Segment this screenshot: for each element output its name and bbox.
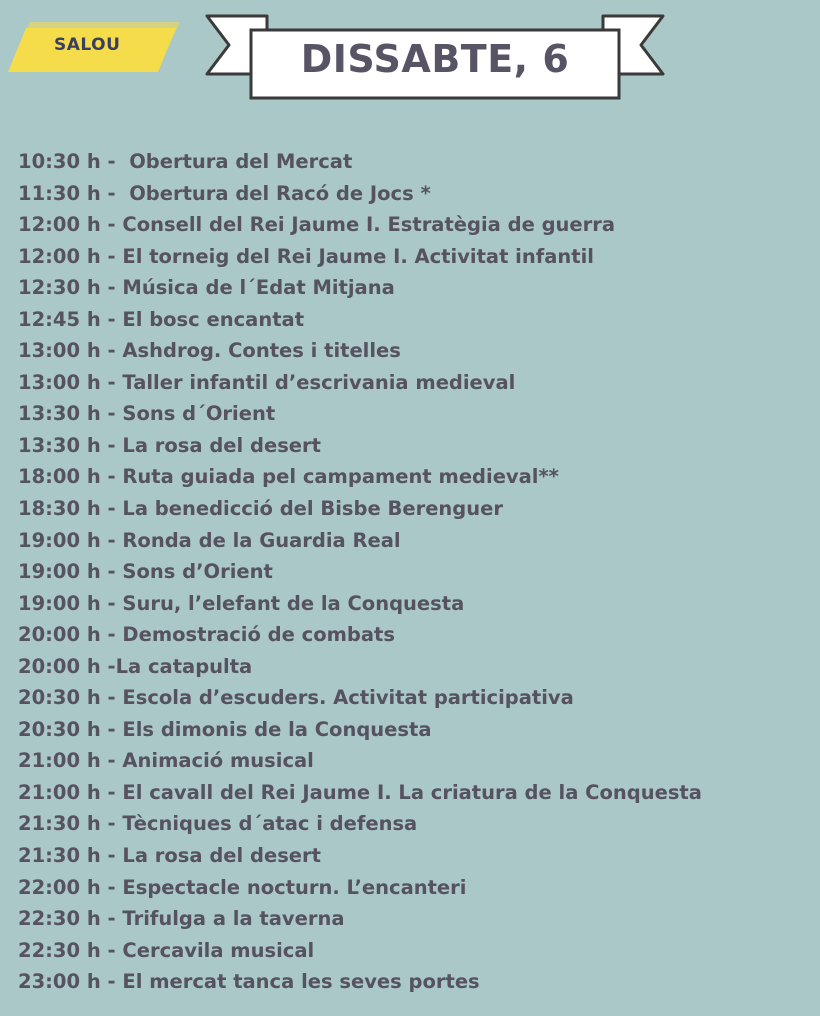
schedule-item: 13:30 h - La rosa del desert	[18, 433, 321, 457]
schedule-item: 12:30 h - Música de l´Edat Mitjana	[18, 276, 395, 300]
day-banner	[205, 12, 665, 104]
schedule-item: 19:00 h - Suru, l’elefant de la Conquesta	[18, 591, 465, 615]
schedule-item: 12:00 h - Consell del Rei Jaume I. Estratègia de guerra	[18, 213, 616, 237]
schedule-item: 21:30 h - La rosa del desert	[18, 844, 321, 868]
schedule-item: 20:00 h -La catapulta	[18, 654, 253, 678]
schedule-item: 19:00 h - Ronda de la Guardia Real	[18, 528, 401, 552]
schedule-item: 13:00 h - Taller infantil d’escrivania medieval	[18, 370, 516, 394]
schedule-item: 18:00 h - Ruta guiada pel campament medieval**	[18, 465, 559, 489]
schedule-item: 22:00 h - Espectacle nocturn. L’encanteri	[18, 875, 467, 899]
schedule-item: 21:30 h - Tècniques d´atac i defensa	[18, 812, 418, 836]
schedule-item: 21:00 h - Animació musical	[18, 749, 314, 773]
schedule-item: 20:30 h - Escola d’escuders. Activitat participativa	[18, 686, 574, 710]
schedule-item: 20:00 h - Demostració de combats	[18, 623, 395, 647]
badge-label: SALOU	[54, 35, 121, 55]
schedule-item: 18:30 h - La benedicció del Bisbe Berenguer	[18, 497, 503, 521]
schedule-item: 19:00 h - Sons d’Orient	[18, 560, 273, 584]
schedule-item: 12:00 h - El torneig del Rei Jaume I. Activitat infantil	[18, 244, 594, 268]
schedule-item: 13:00 h - Ashdrog. Contes i titelles	[18, 339, 401, 363]
banner-title: DISSABTE, 6	[300, 37, 570, 81]
schedule-list	[18, 146, 702, 998]
schedule-item: 11:30 h - Obertura del Racó de Jocs *	[18, 181, 431, 205]
salou-badge	[8, 22, 180, 78]
schedule-item: 10:30 h - Obertura del Mercat	[18, 150, 353, 173]
schedule-item: 23:00 h - El mercat tanca les seves portes	[18, 970, 480, 994]
schedule-item: 21:00 h - El cavall del Rei Jaume I. La criatura de la Conquesta	[18, 780, 702, 804]
schedule-item: 12:45 h - El bosc encantat	[18, 307, 305, 331]
schedule-item: 22:30 h - Cercavila musical	[18, 938, 315, 962]
schedule-item: 22:30 h - Trifulga a la taverna	[18, 907, 345, 931]
schedule-item: 13:30 h - Sons d´Orient	[18, 402, 276, 426]
schedule-item: 20:30 h - Els dimonis de la Conquesta	[18, 717, 432, 741]
